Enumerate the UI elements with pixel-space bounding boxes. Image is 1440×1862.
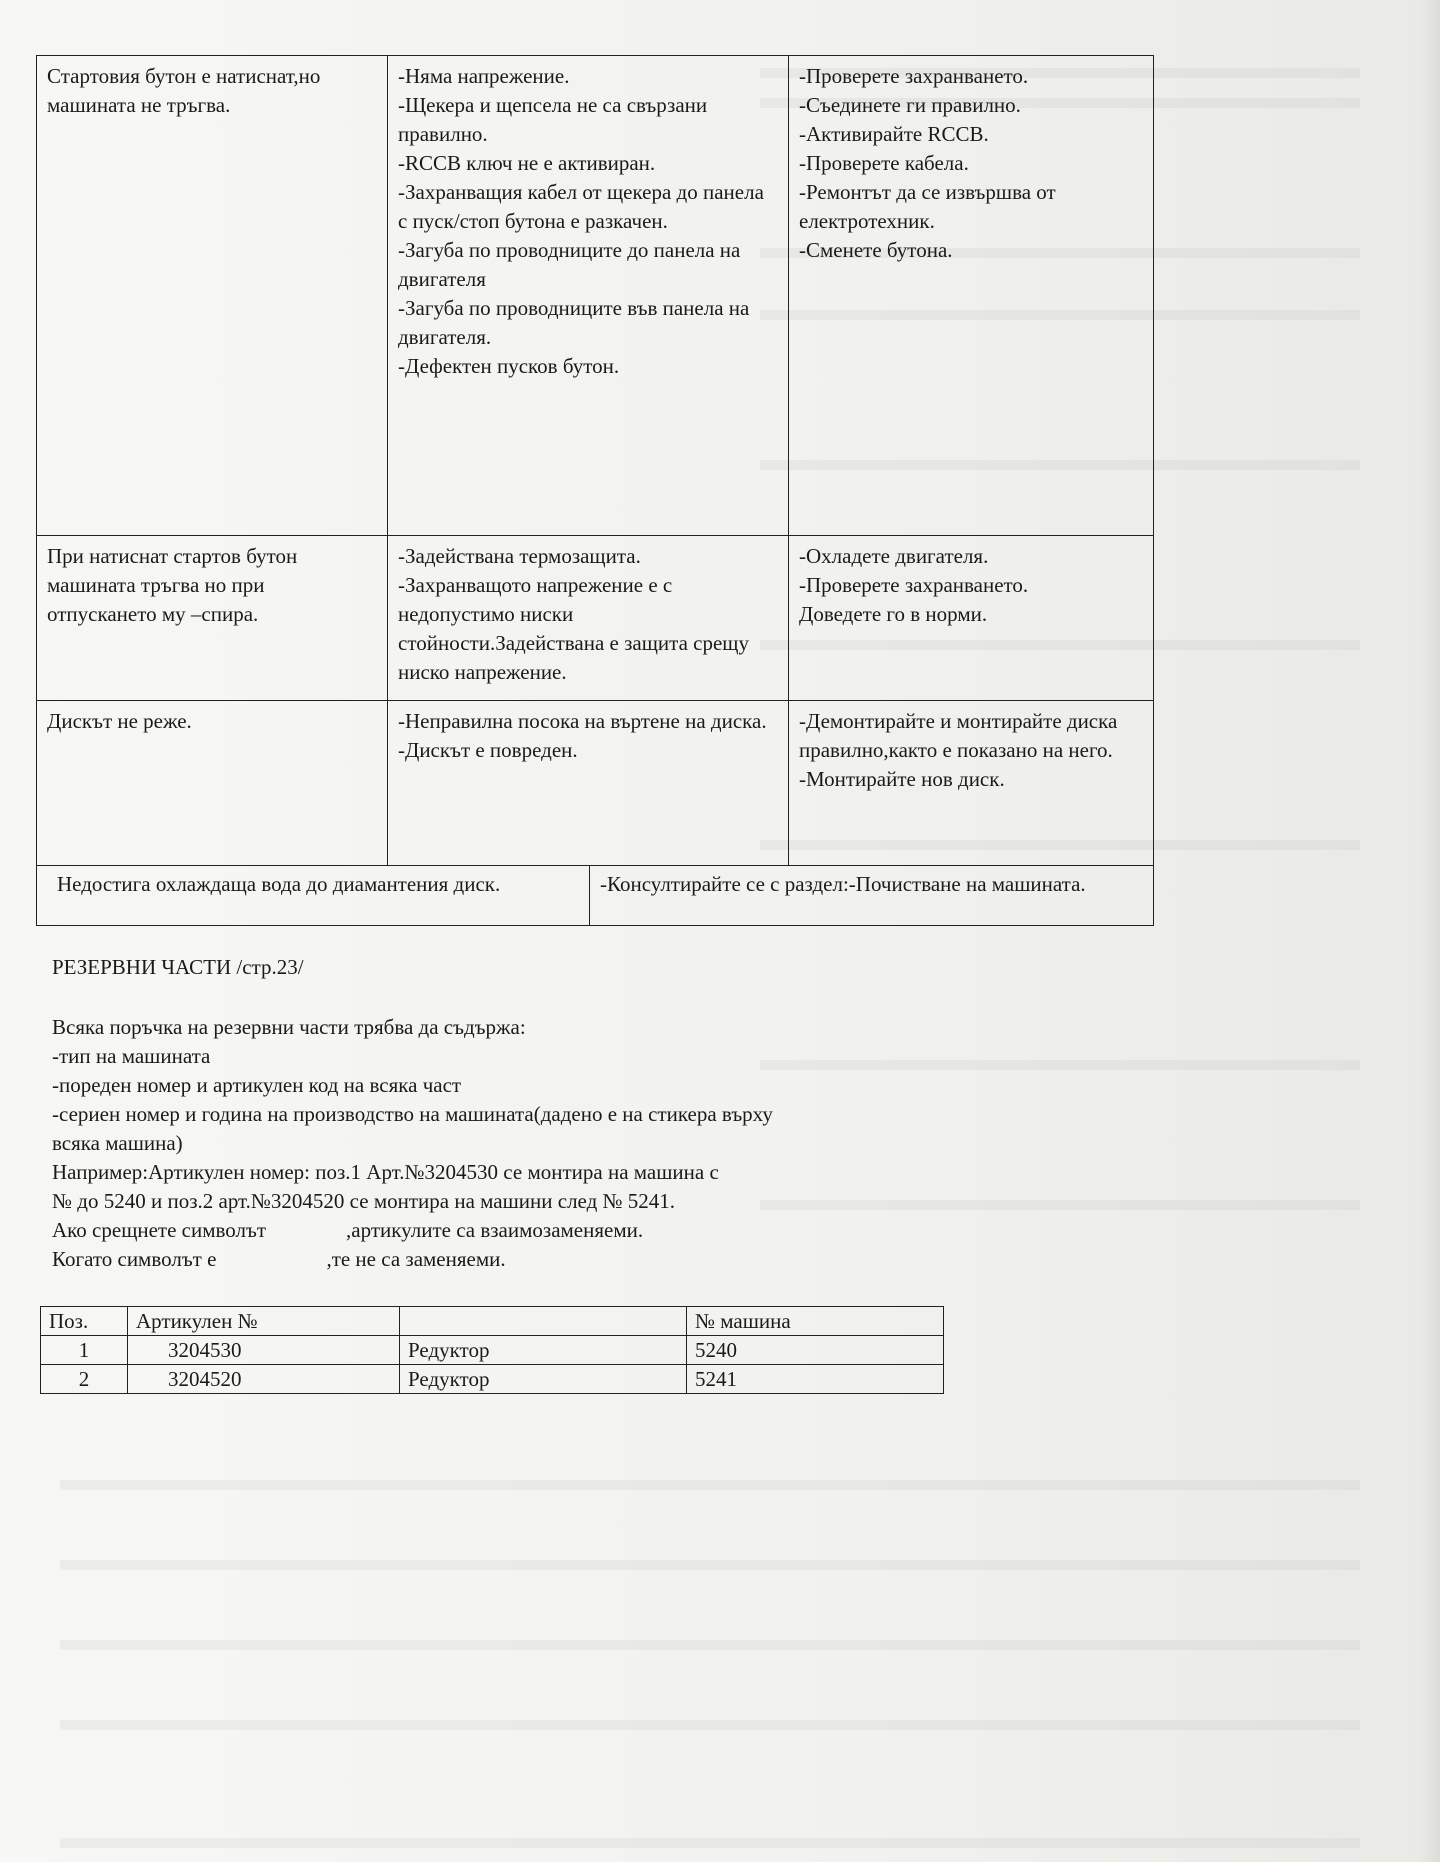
bleed-through-line — [60, 1640, 1360, 1650]
solution-text: -Демонтирайте и монтирайте диска правилно,както е показано на него. — [799, 709, 1118, 762]
symbol-text-end: ,артикулите са взаимозаменяеми. — [346, 1218, 644, 1242]
symbol-text-start: Когато символът е — [52, 1247, 217, 1271]
intro-text: Всяка поръчка на резервни части трябва да съдържа: — [52, 1015, 526, 1039]
cause-cell — [388, 536, 789, 701]
cause-text: -Щекера и щепсела не са свързани правилно. — [398, 93, 708, 146]
table-cell: 3204530 — [128, 1336, 400, 1365]
page-edge-shadow — [1420, 0, 1440, 1862]
bleed-through-line — [60, 1720, 1360, 1730]
table-cell: 1 — [41, 1336, 128, 1365]
solution-text: Доведете го в норми. — [799, 602, 988, 626]
cause-text: -Захранващото напрежение е с недопустимо ниски стойности.Задействана е защита срещу ниско напрежение. — [398, 573, 749, 684]
column-header: Поз. — [41, 1307, 128, 1336]
table-cell: 5241 — [687, 1365, 944, 1394]
table-row — [37, 701, 1154, 866]
table-row — [41, 1365, 944, 1394]
cause-text: -Дефектен пусков бутон. — [398, 354, 620, 378]
cause-text: -Дискът е повреден. — [398, 738, 578, 762]
solution-cell — [789, 701, 1154, 866]
solution-cell — [789, 56, 1154, 536]
list-item: -сериен номер и година на производство на машината(дадено е на стикера върху — [52, 1102, 773, 1126]
problem-text: Недостига охлаждаща вода до диамантения диск. — [57, 872, 501, 896]
table-header-row — [41, 1307, 944, 1336]
table-row — [41, 1336, 944, 1365]
cause-text: -Неправилна посока на въртене на диска. — [398, 709, 767, 733]
cause-text: -Загуба по проводниците във панела на двигателя. — [398, 296, 750, 349]
solution-text: -Сменете бутона. — [799, 238, 953, 262]
solution-text: -Монтирайте нов диск. — [799, 767, 1005, 791]
bleed-through-line — [60, 1838, 1360, 1848]
bleed-through-line — [760, 1200, 1360, 1210]
problem-text: При натиснат стартов бутон машината тръгва но при отпускането му –спира. — [47, 544, 298, 626]
troubleshooting-last-row — [36, 865, 1154, 926]
solution-text: -Проверете захранването. — [799, 573, 1029, 597]
solution-cell — [789, 536, 1154, 701]
parts-table — [40, 1306, 944, 1394]
solution-text: -Активирайте RCCB. — [799, 122, 989, 146]
problem-cell — [37, 701, 388, 866]
solution-text: -Проверете кабела. — [799, 151, 969, 175]
list-item: -тип на машината — [52, 1044, 211, 1068]
column-header: Артикулен № — [128, 1307, 400, 1336]
table-row — [37, 56, 1154, 536]
symbol-interchangeable-text — [52, 1216, 643, 1245]
cause-text: -Загуба по проводниците до панела на двигателя — [398, 238, 741, 291]
table-row — [37, 536, 1154, 701]
cause-text: -RCCB ключ не е активиран. — [398, 151, 656, 175]
problem-cell — [37, 56, 388, 536]
symbol-not-interchangeable-text — [52, 1245, 506, 1274]
example-text: № до 5240 и поз.2 арт.№3204520 се монтира на машини след № 5241. — [52, 1189, 676, 1213]
symbol-text-start: Ако срещнете символът — [52, 1218, 267, 1242]
solution-text: -Проверете захранването. — [799, 64, 1029, 88]
table-cell: Редуктор — [400, 1365, 687, 1394]
section-heading: РЕЗЕРВНИ ЧАСТИ /стр.23/ — [52, 955, 304, 979]
cause-cell — [388, 56, 789, 536]
example-text: Например:Артикулен номер: поз.1 Арт.№3204530 се монтира на машина с — [52, 1160, 719, 1184]
cause-text: -Захранващия кабел от щекера до панела с пуск/стоп бутона е разкачен. — [398, 180, 764, 233]
solution-text: -Консултирайте се с раздел:-Почистване на машината. — [600, 872, 1086, 896]
bleed-through-line — [60, 1480, 1360, 1490]
problem-cell — [37, 866, 590, 926]
solution-cell — [590, 866, 1154, 926]
problem-text: Дискът не реже. — [47, 709, 192, 733]
symbol-text-end: ,те не са заменяеми. — [326, 1247, 506, 1271]
list-item: -пореден номер и артикулен код на всяка част — [52, 1073, 462, 1097]
cause-cell — [388, 701, 789, 866]
bleed-through-line — [760, 1060, 1360, 1070]
table-cell: 2 — [41, 1365, 128, 1394]
table-cell: Редуктор — [400, 1336, 687, 1365]
column-header — [400, 1307, 687, 1336]
cause-text: -Задействана термозащита. — [398, 544, 641, 568]
solution-text: -Охладете двигателя. — [799, 544, 989, 568]
column-header: № машина — [687, 1307, 944, 1336]
cause-text: -Няма напрежение. — [398, 64, 570, 88]
troubleshooting-table — [36, 55, 1154, 866]
solution-text: -Съединете ги правилно. — [799, 93, 1021, 117]
problem-text: Стартовия бутон е натиснат,но машината не тръгва. — [47, 64, 321, 117]
table-cell: 5240 — [687, 1336, 944, 1365]
problem-cell — [37, 536, 388, 701]
table-row — [37, 866, 1154, 926]
list-item: всяка машина) — [52, 1131, 183, 1155]
table-cell: 3204520 — [128, 1365, 400, 1394]
bleed-through-line — [60, 1560, 1360, 1570]
solution-text: -Ремонтът да се извършва от електротехник. — [799, 180, 1056, 233]
